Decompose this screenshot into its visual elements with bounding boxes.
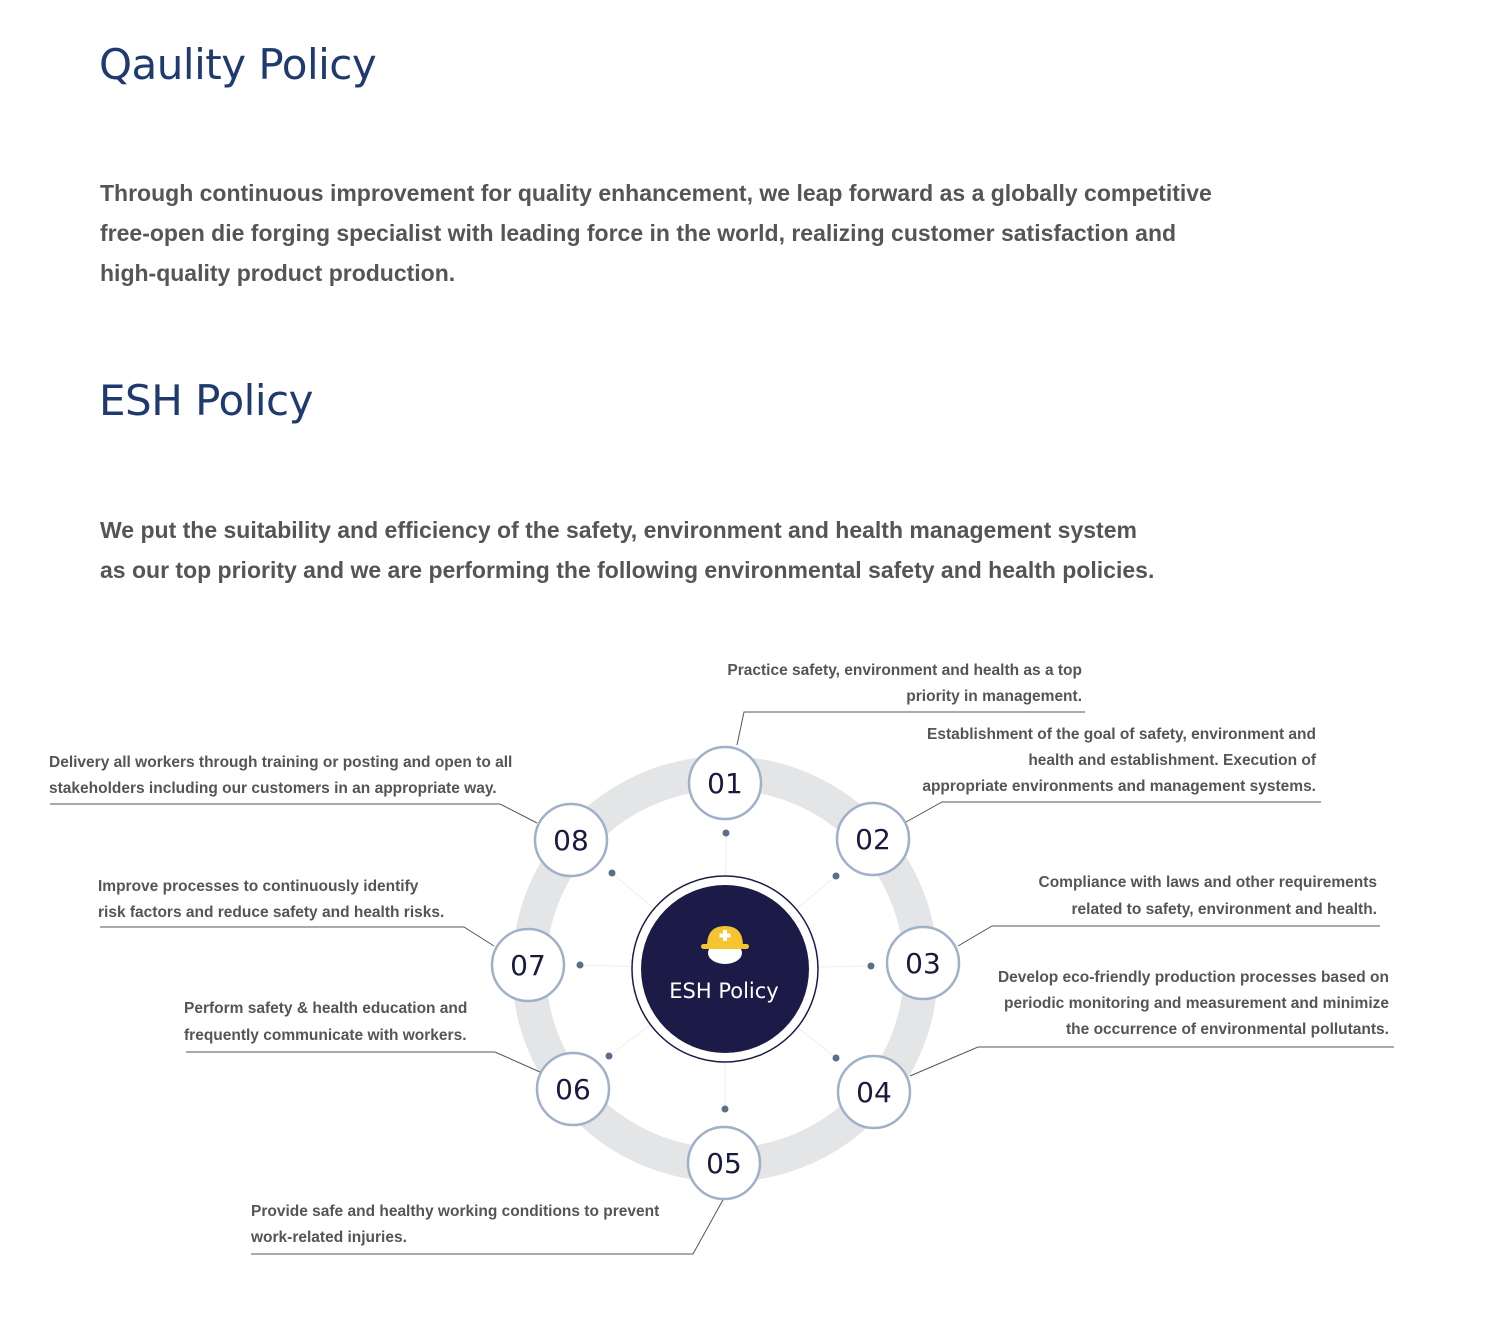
policy-number: 05 — [706, 1147, 742, 1180]
node-dot — [722, 1106, 729, 1113]
description-line: Establishment of the goal of safety, environment and — [927, 726, 1316, 743]
description-line: Provide safe and healthy working conditions to prevent — [251, 1203, 660, 1220]
quality-policy-line: Through continuous improvement for quality enhancement, we leap forward as a globally competitive — [100, 180, 1212, 206]
center-label: ESH Policy — [669, 979, 779, 1003]
policy-description-02 — [922, 726, 1316, 795]
description-line: priority in management. — [906, 688, 1082, 705]
description-line: the occurrence of environmental pollutants. — [1066, 1021, 1389, 1038]
description-line: work-related injuries. — [251, 1229, 407, 1246]
node-dot — [606, 1053, 613, 1060]
description-line: health and establishment. Execution of — [1028, 752, 1316, 769]
quality-policy-line: high-quality product production. — [100, 260, 456, 286]
policy-description-05 — [250, 1203, 659, 1246]
policy-description-04 — [998, 969, 1389, 1038]
leader-line-03 — [958, 926, 1380, 946]
description-line: risk factors and reduce safety and health risks. — [98, 904, 445, 921]
description-line: Perform safety & health education and — [184, 1000, 468, 1017]
esh-policy-title: ESH Policy — [99, 376, 313, 425]
policy-node-06 — [537, 1053, 609, 1125]
node-dot — [833, 873, 840, 880]
description-line: related to safety, environment and health. — [1071, 901, 1377, 918]
description-line: Develop eco-friendly production processes based on — [997, 969, 1389, 986]
policy-description-01 — [727, 662, 1082, 705]
policy-node-07 — [492, 929, 564, 1001]
policy-number: 03 — [905, 947, 941, 980]
description-line: Compliance with laws and other requirements — [1038, 874, 1377, 891]
description-line: appropriate environments and management systems. — [922, 778, 1316, 795]
center-node — [632, 876, 818, 1062]
leader-line-06 — [186, 1052, 540, 1072]
node-dot — [868, 963, 875, 970]
policy-node-05 — [688, 1127, 760, 1199]
policy-node-01 — [689, 747, 761, 819]
policy-number: 08 — [553, 824, 589, 857]
esh-policy-line: We put the suitability and efficiency of the safety, environment and health management system — [100, 517, 1137, 543]
description-line: stakeholders including our customers in an appropriate way. — [49, 780, 497, 797]
quality-policy-title: Qaulity Policy — [99, 40, 377, 89]
node-dot — [723, 830, 730, 837]
policy-description-07 — [98, 878, 444, 921]
policy-number: 01 — [707, 767, 743, 800]
description-line: Practice safety, environment and health as a top — [727, 662, 1082, 679]
policy-number: 06 — [555, 1073, 591, 1106]
description-line: periodic monitoring and measurement and minimize — [1004, 995, 1389, 1012]
policy-number: 02 — [855, 823, 891, 856]
leader-line-07 — [100, 927, 494, 946]
policy-description-08 — [49, 754, 512, 797]
policy-node-02 — [837, 803, 909, 875]
policy-node-03 — [887, 927, 959, 999]
node-dot — [609, 870, 616, 877]
leader-line-02 — [906, 802, 1321, 822]
quality-policy-line: free-open die forging specialist with leading force in the world, realizing customer satisfaction and — [100, 220, 1177, 246]
description-line: frequently communicate with workers. — [184, 1027, 467, 1044]
policy-number: 04 — [856, 1076, 892, 1109]
policy-number: 07 — [510, 949, 546, 982]
description-line: Improve processes to continuously identify — [98, 878, 419, 895]
description-line: Delivery all workers through training or posting and open to all — [49, 754, 513, 771]
policy-node-08 — [535, 804, 607, 876]
esh-policy-line: as our top priority and we are performing the following environmental safety and health policies. — [100, 557, 1155, 583]
leader-line-08 — [50, 804, 537, 823]
leader-line-04 — [910, 1047, 1394, 1076]
policy-description-03 — [1039, 874, 1378, 918]
policy-node-04 — [838, 1056, 910, 1128]
policy-description-06 — [184, 1000, 467, 1044]
node-dot — [833, 1055, 840, 1062]
node-dot — [577, 962, 584, 969]
